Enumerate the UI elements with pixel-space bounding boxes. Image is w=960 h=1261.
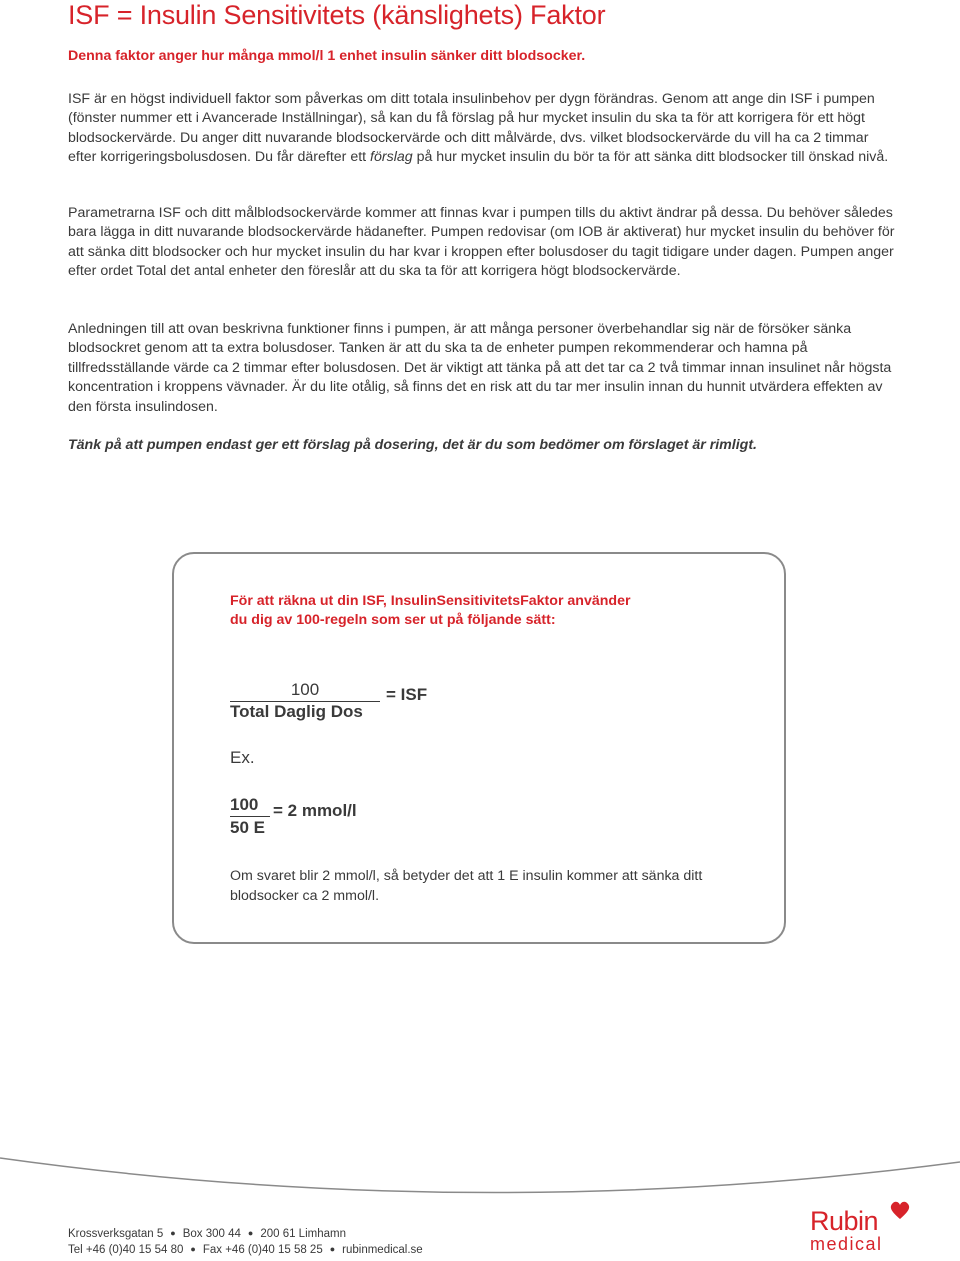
- example-denominator: 50 E: [230, 818, 265, 837]
- footer-website[interactable]: rubinmedical.se: [342, 1244, 423, 1256]
- heart-icon: [889, 1200, 911, 1220]
- footer-separator: ●: [190, 1244, 196, 1254]
- formula-result: = ISF: [386, 685, 428, 704]
- footer-phone: Tel +46 (0)40 15 54 80: [68, 1244, 184, 1256]
- logo-medical-text: medical: [810, 1234, 883, 1254]
- example-numerator: 100: [230, 795, 270, 817]
- logo-rubin-text: Rubin: [810, 1206, 879, 1236]
- calculation-heading-line2: du dig av 100-regeln som ser ut på följande sätt:: [230, 612, 556, 629]
- note-suggestion: Tänk på att pumpen endast ger ett förslag på dosering, det är du som bedömer om förslaget är rimligt.: [68, 437, 758, 453]
- footer-separator: ●: [247, 1228, 254, 1238]
- calculation-box-heading: [230, 592, 630, 631]
- footer-separator: ●: [170, 1228, 176, 1238]
- paragraph-parameters: Parametrarna ISF och ditt målblodsockervärde kommer att finnas kvar i pumpen tills du aktivt ändrar på dessa. Du behöver således bara lägga in ditt nuvarande blodsockervärde hädanefter. Pumpen redovisar (om IOB är aktiverat) hur mycket insulin du behöver för att sänka ditt blodsocker och hur mycket insulin du har kvar i kroppen efter bolusdoser du tagit tidigare under dagen. Pumpen anger efter ordet Total det antal enheter den föreslår att du ska ta för att korrigera högt blodsockervärde.: [68, 205, 895, 280]
- formula-numerator: 100: [230, 680, 380, 702]
- paragraph-isf-intro-italic: förslag: [370, 149, 413, 166]
- page-title: ISF = Insulin Sensitivitets (känslighets) Faktor: [68, 0, 606, 30]
- footer-contact: [68, 1244, 423, 1256]
- calculation-heading-line1: För att räkna ut din ISF, InsulinSensitivitetsFaktor använder: [230, 593, 631, 609]
- paragraph-isf-intro-part2: på hur mycket insulin du bör ta för att sänka ditt blodsocker till önskad nivå.: [412, 149, 889, 166]
- footer-address: [68, 1228, 346, 1240]
- footer-postal: 200 61 Limhamn: [260, 1228, 346, 1240]
- footer-street: Krossverksgatan 5: [68, 1228, 164, 1240]
- footer-box: Box 300 44: [182, 1228, 241, 1240]
- paragraph-reason: Anledningen till att ovan beskrivna funktioner finns i pumpen, är att många personer överbehandlar sig när de försöker sänka blodsockret genom att ta extra bolusdoser. Tanken är att du ska ta de enheter pumpen rekommenderar och hamna på tillfredsställande värde ca 2 timmar efter bolusdosen. Det är viktigt att tänka på att det tar ca 2 två timmar innan insulinet når högsta koncentration i kroppens vävnader. Är du lite otålig, så finns det en risk att du tar mer insulin innan du hunnit utvärdera effekten av den första insulindosen.: [68, 321, 892, 415]
- example-result: = 2 mmol/l: [273, 801, 357, 820]
- footer-separator: ●: [329, 1244, 336, 1254]
- paragraph-isf-intro: [68, 90, 898, 168]
- example-explanation: Om svaret blir 2 mmol/l, så betyder det att 1 E insulin kommer att sänka ditt blodsocker ca 2 mmol/l.: [230, 868, 703, 904]
- footer-curve-divider: [0, 1140, 960, 1200]
- formula-denominator: Total Daglig Dos: [230, 702, 363, 721]
- rubin-medical-logo: [805, 1200, 915, 1260]
- paragraph-isf-intro-part1: ISF är en högst individuell faktor som påverkas om ditt totala insulinbehov per dygn förändras. Genom att ange din ISF i pumpen (fönster nummer ett i Avancerade Inställningar), så kan du få förslag på hur mycket insulin du ska ta för att korrigera för ett högt blodsockervärde. Du anger ditt nuvarande blodsockervärde och ditt målvärde, dvs. vilket blodsockervärde du vill ha ca 2 timmar efter korrigeringsbolusdosen. Du får därefter ett: [68, 91, 875, 166]
- page-subtitle: Denna faktor anger hur många mmol/l 1 enhet insulin sänker ditt blodsocker.: [68, 48, 586, 64]
- example-label: Ex.: [230, 748, 255, 767]
- footer-fax: Fax +46 (0)40 15 58 25: [202, 1244, 323, 1256]
